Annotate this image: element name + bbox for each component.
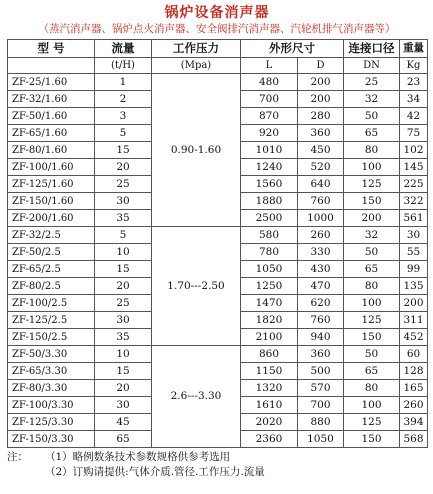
spec-sheet xyxy=(7,4,427,480)
cell-dn: 80 xyxy=(344,380,400,397)
cell-flow: 20 xyxy=(95,380,152,397)
header-weight: 重量 xyxy=(400,40,428,58)
cell-length: 580 xyxy=(241,227,298,244)
sheet-subtitle: （蒸汽消声器、锅炉点火消声器、安全阀排汽消声器、汽轮机排气消声器等） xyxy=(38,23,396,35)
table-row xyxy=(8,346,428,363)
cell-weight: 225 xyxy=(400,176,428,193)
cell-length: 780 xyxy=(241,244,298,261)
cell-flow: 5 xyxy=(95,125,152,142)
cell-pressure: 2.6---3.30 xyxy=(152,346,241,448)
cell-diameter: 760 xyxy=(298,193,344,210)
cell-pressure: 1.70---2.50 xyxy=(152,227,241,346)
cell-dn: 125 xyxy=(344,414,400,431)
cell-diameter: 330 xyxy=(298,244,344,261)
cell-length: 1250 xyxy=(241,278,298,295)
cell-length: 1010 xyxy=(241,142,298,159)
cell-flow: 10 xyxy=(95,346,152,363)
cell-model: ZF-150/2.5 xyxy=(8,329,95,346)
cell-weight: 128 xyxy=(400,363,428,380)
notes xyxy=(7,450,427,480)
cell-dn: 100 xyxy=(344,159,400,176)
cell-dn: 150 xyxy=(344,193,400,210)
cell-diameter: 450 xyxy=(298,142,344,159)
cell-flow: 20 xyxy=(95,278,152,295)
cell-diameter: 280 xyxy=(298,108,344,125)
cell-weight: 55 xyxy=(400,244,428,261)
cell-model: ZF-100/1.60 xyxy=(8,159,95,176)
cell-diameter: 200 xyxy=(298,74,344,91)
cell-model: ZF-50/2.5 xyxy=(8,244,95,261)
cell-flow: 15 xyxy=(95,142,152,159)
cell-dn: 65 xyxy=(344,261,400,278)
cell-flow: 1 xyxy=(95,74,152,91)
cell-dn: 32 xyxy=(344,227,400,244)
cell-model: ZF-50/1.60 xyxy=(8,108,95,125)
cell-diameter: 620 xyxy=(298,295,344,312)
cell-diameter: 570 xyxy=(298,380,344,397)
cell-length: 1150 xyxy=(241,363,298,380)
cell-model: ZF-125/1.60 xyxy=(8,176,95,193)
unit-model xyxy=(8,58,95,74)
cell-diameter: 520 xyxy=(298,159,344,176)
cell-dn: 32 xyxy=(344,91,400,108)
cell-model: ZF-200/1.60 xyxy=(8,210,95,227)
cell-diameter: 430 xyxy=(298,261,344,278)
cell-length: 480 xyxy=(241,74,298,91)
cell-model: ZF-65/2.5 xyxy=(8,261,95,278)
cell-dn: 50 xyxy=(344,108,400,125)
table-row xyxy=(8,74,428,91)
cell-flow: 25 xyxy=(95,295,152,312)
cell-weight: 23 xyxy=(400,74,428,91)
note-row-2 xyxy=(7,465,427,480)
cell-model: ZF-125/2.5 xyxy=(8,312,95,329)
cell-model: ZF-32/1.60 xyxy=(8,91,95,108)
cell-diameter: 1050 xyxy=(298,431,344,448)
cell-dn: 65 xyxy=(344,125,400,142)
cell-weight: 42 xyxy=(400,108,428,125)
cell-weight: 99 xyxy=(400,261,428,278)
cell-dn: 150 xyxy=(344,431,400,448)
cell-model: ZF-50/3.30 xyxy=(8,346,95,363)
cell-dn: 80 xyxy=(344,142,400,159)
cell-dn: 80 xyxy=(344,278,400,295)
cell-flow: 30 xyxy=(95,397,152,414)
cell-dn: 65 xyxy=(344,363,400,380)
cell-model: ZF-80/3.30 xyxy=(8,380,95,397)
cell-flow: 65 xyxy=(95,431,152,448)
header-dimensions: 外形尺寸 xyxy=(241,40,344,58)
cell-weight: 452 xyxy=(400,329,428,346)
cell-length: 860 xyxy=(241,346,298,363)
header-model: 型 号 xyxy=(8,40,95,58)
cell-dn: 200 xyxy=(344,210,400,227)
cell-weight: 568 xyxy=(400,431,428,448)
unit-row xyxy=(8,58,428,74)
spec-table xyxy=(7,39,428,448)
cell-diameter: 760 xyxy=(298,312,344,329)
cell-weight: 200 xyxy=(400,295,428,312)
cell-weight: 145 xyxy=(400,159,428,176)
cell-diameter: 260 xyxy=(298,227,344,244)
cell-pressure: 0.90-1.60 xyxy=(152,74,241,227)
cell-model: ZF-65/3.30 xyxy=(8,363,95,380)
cell-weight: 34 xyxy=(400,91,428,108)
cell-diameter: 640 xyxy=(298,176,344,193)
cell-dn: 100 xyxy=(344,397,400,414)
cell-model: ZF-80/2.5 xyxy=(8,278,95,295)
cell-weight: 75 xyxy=(400,125,428,142)
sheet-title: 锅炉设备消声器 xyxy=(164,5,270,21)
unit-flow: (t/H) xyxy=(95,58,152,74)
cell-length: 1320 xyxy=(241,380,298,397)
cell-weight: 135 xyxy=(400,278,428,295)
cell-flow: 25 xyxy=(95,176,152,193)
unit-diameter: D xyxy=(298,58,344,74)
cell-flow: 20 xyxy=(95,159,152,176)
cell-diameter: 360 xyxy=(298,346,344,363)
cell-length: 2100 xyxy=(241,329,298,346)
header-connection: 连接口径 xyxy=(344,40,400,58)
cell-model: ZF-80/1.60 xyxy=(8,142,95,159)
cell-model: ZF-32/2.5 xyxy=(8,227,95,244)
cell-dn: 125 xyxy=(344,312,400,329)
cell-flow: 15 xyxy=(95,261,152,278)
cell-weight: 30 xyxy=(400,227,428,244)
cell-weight: 60 xyxy=(400,346,428,363)
cell-length: 1880 xyxy=(241,193,298,210)
cell-dn: 50 xyxy=(344,244,400,261)
cell-diameter: 880 xyxy=(298,414,344,431)
cell-model: ZF-150/3.30 xyxy=(8,431,95,448)
cell-diameter: 500 xyxy=(298,363,344,380)
cell-length: 1050 xyxy=(241,261,298,278)
note-text: （1）略例数条技术参数规格供参考选用 xyxy=(45,451,231,463)
cell-dn: 25 xyxy=(344,74,400,91)
cell-model: ZF-65/1.60 xyxy=(8,125,95,142)
cell-weight: 561 xyxy=(400,210,428,227)
cell-length: 700 xyxy=(241,91,298,108)
cell-length: 1820 xyxy=(241,312,298,329)
header-row xyxy=(8,40,428,58)
unit-dn: DN xyxy=(344,58,400,74)
notes-lead: 注： xyxy=(7,451,28,463)
cell-flow: 35 xyxy=(95,210,152,227)
cell-diameter: 940 xyxy=(298,329,344,346)
cell-diameter: 470 xyxy=(298,278,344,295)
cell-length: 2360 xyxy=(241,431,298,448)
cell-model: ZF-25/1.60 xyxy=(8,74,95,91)
cell-dn: 150 xyxy=(344,329,400,346)
header-flow: 流量 xyxy=(95,40,152,58)
cell-diameter: 700 xyxy=(298,397,344,414)
cell-model: ZF-100/3.30 xyxy=(8,397,95,414)
cell-flow: 30 xyxy=(95,312,152,329)
unit-pressure: (Mpa) xyxy=(152,58,241,74)
cell-weight: 394 xyxy=(400,414,428,431)
cell-length: 2500 xyxy=(241,210,298,227)
cell-dn: 50 xyxy=(344,346,400,363)
cell-diameter: 360 xyxy=(298,125,344,142)
note-text: （2）订购请提供:气体介质.管径.工作压力.流量 xyxy=(45,466,265,478)
cell-dn: 125 xyxy=(344,176,400,193)
cell-flow: 3 xyxy=(95,108,152,125)
cell-diameter: 1000 xyxy=(298,210,344,227)
cell-length: 2020 xyxy=(241,414,298,431)
cell-flow: 5 xyxy=(95,227,152,244)
cell-weight: 311 xyxy=(400,312,428,329)
unit-length: L xyxy=(241,58,298,74)
cell-model: ZF-125/3.30 xyxy=(8,414,95,431)
cell-weight: 102 xyxy=(400,142,428,159)
cell-flow: 45 xyxy=(95,414,152,431)
cell-length: 1470 xyxy=(241,295,298,312)
unit-weight: Kg xyxy=(400,58,428,74)
cell-weight: 322 xyxy=(400,193,428,210)
cell-length: 1240 xyxy=(241,159,298,176)
cell-length: 1560 xyxy=(241,176,298,193)
cell-model: ZF-100/2.5 xyxy=(8,295,95,312)
cell-flow: 2 xyxy=(95,91,152,108)
table-row xyxy=(8,227,428,244)
cell-flow: 10 xyxy=(95,244,152,261)
cell-length: 920 xyxy=(241,125,298,142)
cell-length: 1610 xyxy=(241,397,298,414)
cell-model: ZF-150/1.60 xyxy=(8,193,95,210)
cell-length: 870 xyxy=(241,108,298,125)
cell-flow: 30 xyxy=(95,193,152,210)
cell-weight: 165 xyxy=(400,380,428,397)
header-pressure: 工作压力 xyxy=(152,40,241,58)
cell-dn: 100 xyxy=(344,295,400,312)
cell-weight: 260 xyxy=(400,397,428,414)
cell-flow: 15 xyxy=(95,363,152,380)
note-row-1 xyxy=(7,450,427,465)
cell-flow: 35 xyxy=(95,329,152,346)
cell-diameter: 200 xyxy=(298,91,344,108)
